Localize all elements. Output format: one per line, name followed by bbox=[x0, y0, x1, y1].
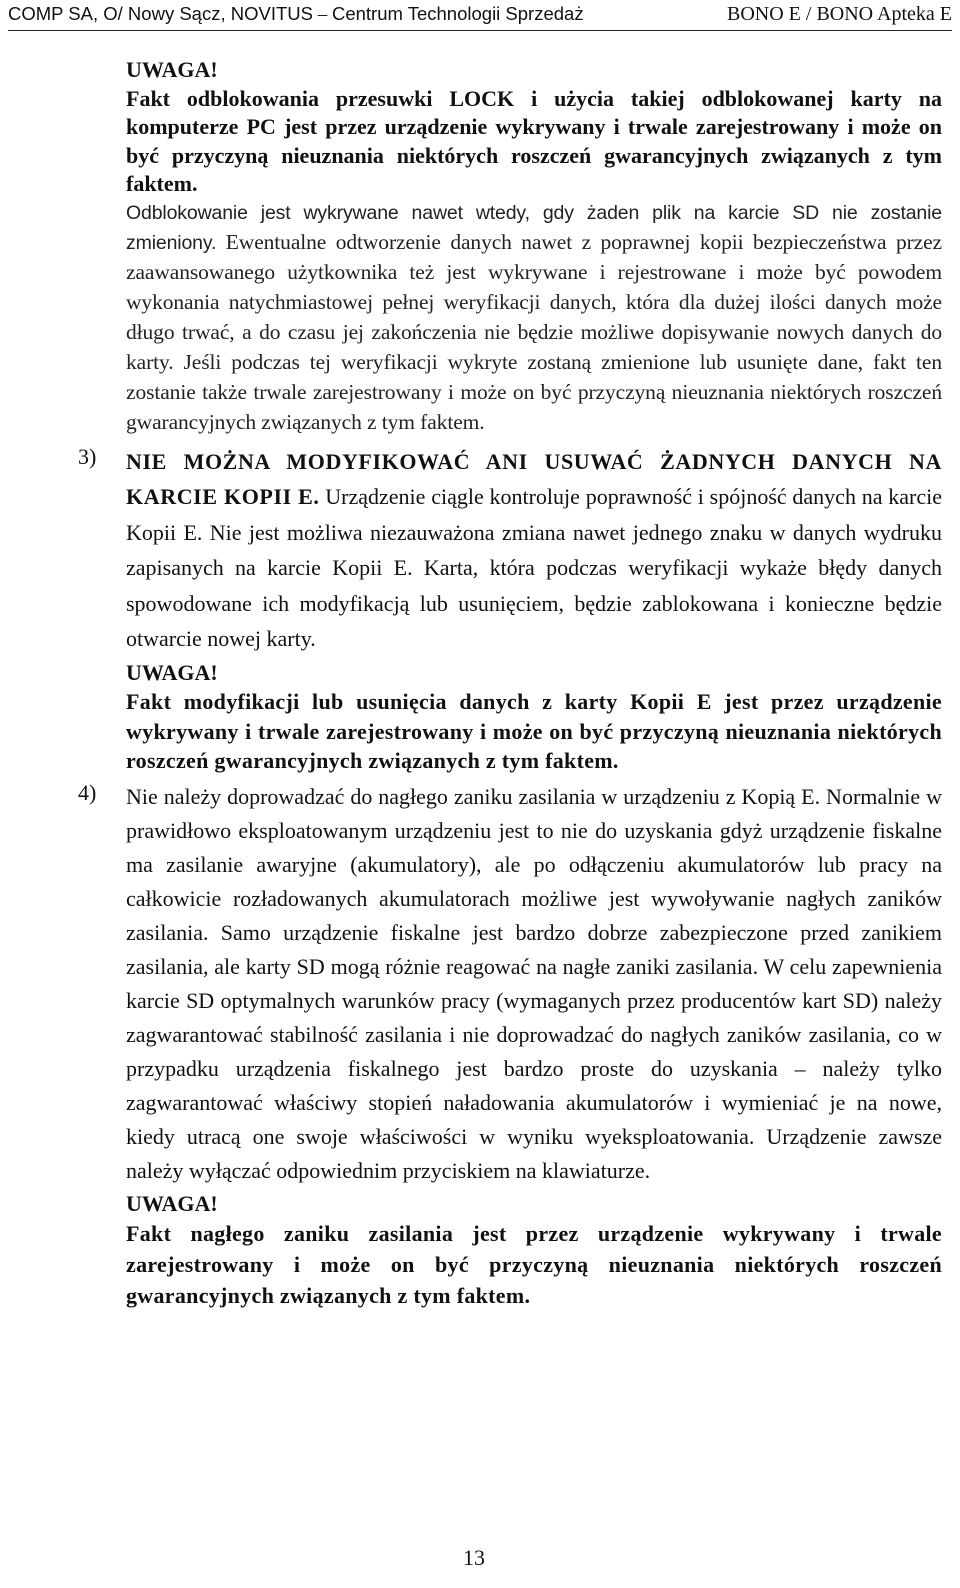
item-3-warning-text: Fakt modyfikacji lub usunięcia danych z karty Kopii E jest przez urządzenie wykrywany i trwale zarejestrowany i może on być przyczyną nieuznania niektórych roszczeń gwarancyjnych związanych z tym faktem. bbox=[126, 689, 942, 773]
running-header bbox=[8, 2, 952, 31]
item-4-warning-text: Fakt nagłego zaniku zasilania jest przez urządzenie wykrywany i trwale zarejestrowany i może on być przyczyną nieuznania niektórych roszczeń gwarancyjnych związanych z tym faktem. bbox=[126, 1221, 942, 1308]
item-3-heading: NIE MOŻNA MODYFIKOWAĆ ANI USUWAĆ ŻADNYCH DANYCH NA KARCIE KOPII E. bbox=[126, 448, 942, 509]
document-body bbox=[78, 56, 942, 1311]
header-dash: – bbox=[312, 4, 332, 25]
lock-warning-block bbox=[126, 56, 942, 438]
uwaga-label: UWAGA! bbox=[126, 659, 218, 685]
header-company-division: Centrum Technologii Sprzedaż bbox=[331, 3, 584, 24]
header-product: BONO E / BONO Apteka E bbox=[727, 3, 952, 25]
item-3-paragraph bbox=[126, 444, 942, 657]
lock-detection-paragraph bbox=[126, 199, 942, 438]
item-3-text: Urządzenie ciągle kontroluje poprawność i spójność danych na karcie Kopii E. Nie jest możliwa niezauważona zmiana nawet jednego znaku w danych wydruku zapisanych na karcie Kopii E. Karta, która podczas weryfikacji wykaże błędy danych spowodowane ich modyfikacją lub usunięciem, będzie zablokowana i konieczne będzie otwarcie nowej karty. bbox=[126, 484, 942, 651]
header-company-name: COMP SA, O/ Nowy Sącz, NOVITUS bbox=[8, 3, 313, 24]
list-item-3 bbox=[78, 443, 942, 776]
lock-warning-text: Fakt odblokowania przesuwki LOCK i użycia takiej odblokowanej karty na komputerze PC jest przez urządzenie wykrywany i trwale zarejestrowany i może on być przyczyną nieuznania niektórych roszczeń gwarancyjnych związanych z tym faktem. bbox=[126, 85, 942, 196]
verification-text: Jeśli podczas tej weryfikacji wykryte zostaną zmienione lub usunięte dane, fakt ten zostanie także trwale zarejestrowany i może on być przyczyną nieuznania niektórych roszczeń gwarancyjnych związanych z tym faktem. bbox=[126, 349, 942, 434]
list-number: 3) bbox=[78, 443, 97, 469]
lock-detection-text: Odblokowanie jest wykrywane nawet wtedy, gdy żaden plik na karcie SD nie zostanie zmieniony. bbox=[126, 201, 942, 254]
header-company bbox=[8, 2, 584, 27]
uwaga-label: UWAGA! bbox=[126, 57, 218, 82]
list-number: 4) bbox=[78, 779, 97, 805]
item-4-text: Nie należy doprowadzać do nagłego zaniku zasilania w urządzeniu z Kopią E. Normalnie w prawidłowo eksploatowanym urządzeniu jest to nie do uzyskania gdyż urządzenie fiskalne ma zasilanie awaryjne (akumulatory), ale po odłączeniu akumulatorów lub pracy na całkowicie rozładowanych akumulatorach możliwe jest wywoływanie nagłych zaników zasilania. Samo urządzenie fiskalne jest bardzo dobrze zabezpieczone przed zanikiem zasilania, ale karty SD mogą różnie reagować na nagłe zaniki zasilania. W celu zapewnienia karcie SD optymalnych warunków pracy (wymaganych przez producentów kart SD) należy zagwarantować stabilność zasilania i nie doprowadzać do nagłych zaników zasilania, co w przypadku urządzenia fiskalnego jest bardzo proste do uzyskania – należy tylko zagwarantować właściwy stopień naładowania akumulatorów i wymieniać je na nowe, kiedy utracą one swoje właściwości w wyniku wyeksploatowania. Urządzenie zawsze należy wyłączać odpowiednim przyciskiem na klawiaturze. bbox=[126, 783, 942, 1183]
page-number: 13 bbox=[463, 1545, 485, 1570]
list-item-4 bbox=[78, 779, 942, 1312]
uwaga-label: UWAGA! bbox=[126, 1190, 218, 1216]
backup-restore-text: Ewentualne odtworzenie danych nawet z poprawnej kopii bezpieczeństwa przez zaawansowanego użytkownika też jest wykrywane i rejestrowane i może być powodem wykonania natychmiastowej pełnej weryfikacji danych, która dla dużej ilości danych może długo trwać, a do czasu jej zakończenia nie będzie możliwe dopisywanie nowych danych do karty. bbox=[126, 229, 942, 374]
